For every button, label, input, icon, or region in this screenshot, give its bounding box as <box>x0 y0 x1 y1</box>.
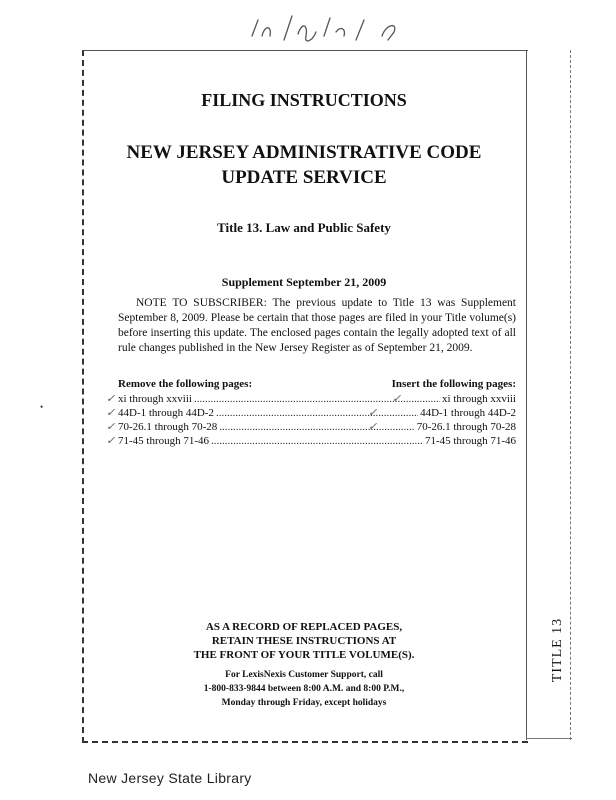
checkmark-icon: ✓ <box>392 393 402 405</box>
subscriber-note: NOTE TO SUBSCRIBER: The previous update to Title 13 was Supplement September 8, 2009. Please be certain that those pages are filed in your Title volume(s) before inserting this update. The enclosed pages contain the legally adopted text of all rule changes published in the New Jersey Register as of September 21, 2009. <box>118 297 516 354</box>
insert-pages: xi through xxviii <box>442 393 516 405</box>
handwritten-note-scribble <box>232 6 432 50</box>
checkmark-icon: ✓ <box>106 407 116 419</box>
checkmark-icon: ✓ <box>368 421 378 433</box>
pages-row <box>118 434 516 448</box>
insert-header: Insert the following pages: <box>391 378 516 390</box>
code-title <box>82 140 526 190</box>
title-section: Title 13. Law and Public Safety <box>217 220 391 235</box>
leader-dots <box>216 406 418 420</box>
pages-row <box>118 406 516 420</box>
record-line2: RETAIN THESE INSTRUCTIONS AT <box>211 635 397 647</box>
supplement-date: Supplement September 21, 2009 <box>221 275 387 289</box>
code-title-line1: NEW JERSEY ADMINISTRATIVE CODE <box>126 142 482 163</box>
support-line1: For LexisNexis Customer Support, call <box>225 670 383 680</box>
remove-pages: 44D-1 through 44D-2 <box>118 407 214 419</box>
customer-support <box>82 668 526 710</box>
page-title: FILING INSTRUCTIONS <box>201 90 407 110</box>
title-tab <box>548 610 568 690</box>
insert-pages: 71-45 through 71-46 <box>424 435 516 447</box>
remove-pages: xi through xxviii <box>118 393 192 405</box>
title-tab-label: TITLE 13 <box>550 617 565 683</box>
leader-dots <box>219 420 414 434</box>
library-stamp: New Jersey State Library <box>88 770 252 786</box>
checkmark-icon: ✓ <box>368 407 378 419</box>
pages-row <box>118 392 516 406</box>
remove-header: Remove the following pages: <box>118 378 253 390</box>
pages-row <box>118 420 516 434</box>
checkmark-icon: ✓ <box>106 421 116 433</box>
tab-edge-line <box>570 50 571 740</box>
code-title-line2: UPDATE SERVICE <box>221 167 387 188</box>
checkmark-icon: ✓ <box>106 435 116 447</box>
pages-table-header <box>118 378 516 390</box>
record-line3: THE FRONT OF YOUR TITLE VOLUME(S). <box>193 649 415 661</box>
leader-dots <box>211 434 423 448</box>
insert-pages: 44D-1 through 44D-2 <box>420 407 516 419</box>
scan-mark: • <box>40 402 44 412</box>
document-border-right <box>526 50 527 740</box>
leader-dots <box>194 392 440 406</box>
remove-pages: 71-45 through 71-46 <box>118 435 210 447</box>
support-line2: 1-800-833-9844 between 8:00 A.M. and 8:00 P.M., <box>203 684 405 694</box>
record-line1: AS A RECORD OF REPLACED PAGES, <box>205 621 403 633</box>
remove-pages: 70-26.1 through 70-28 <box>118 421 218 433</box>
record-notice <box>82 620 526 662</box>
support-line3: Monday through Friday, except holidays <box>221 698 387 708</box>
pages-table <box>118 378 516 448</box>
insert-pages: 70-26.1 through 70-28 <box>416 421 516 433</box>
tab-bottom-line <box>526 738 572 739</box>
checkmark-icon: ✓ <box>106 393 116 405</box>
